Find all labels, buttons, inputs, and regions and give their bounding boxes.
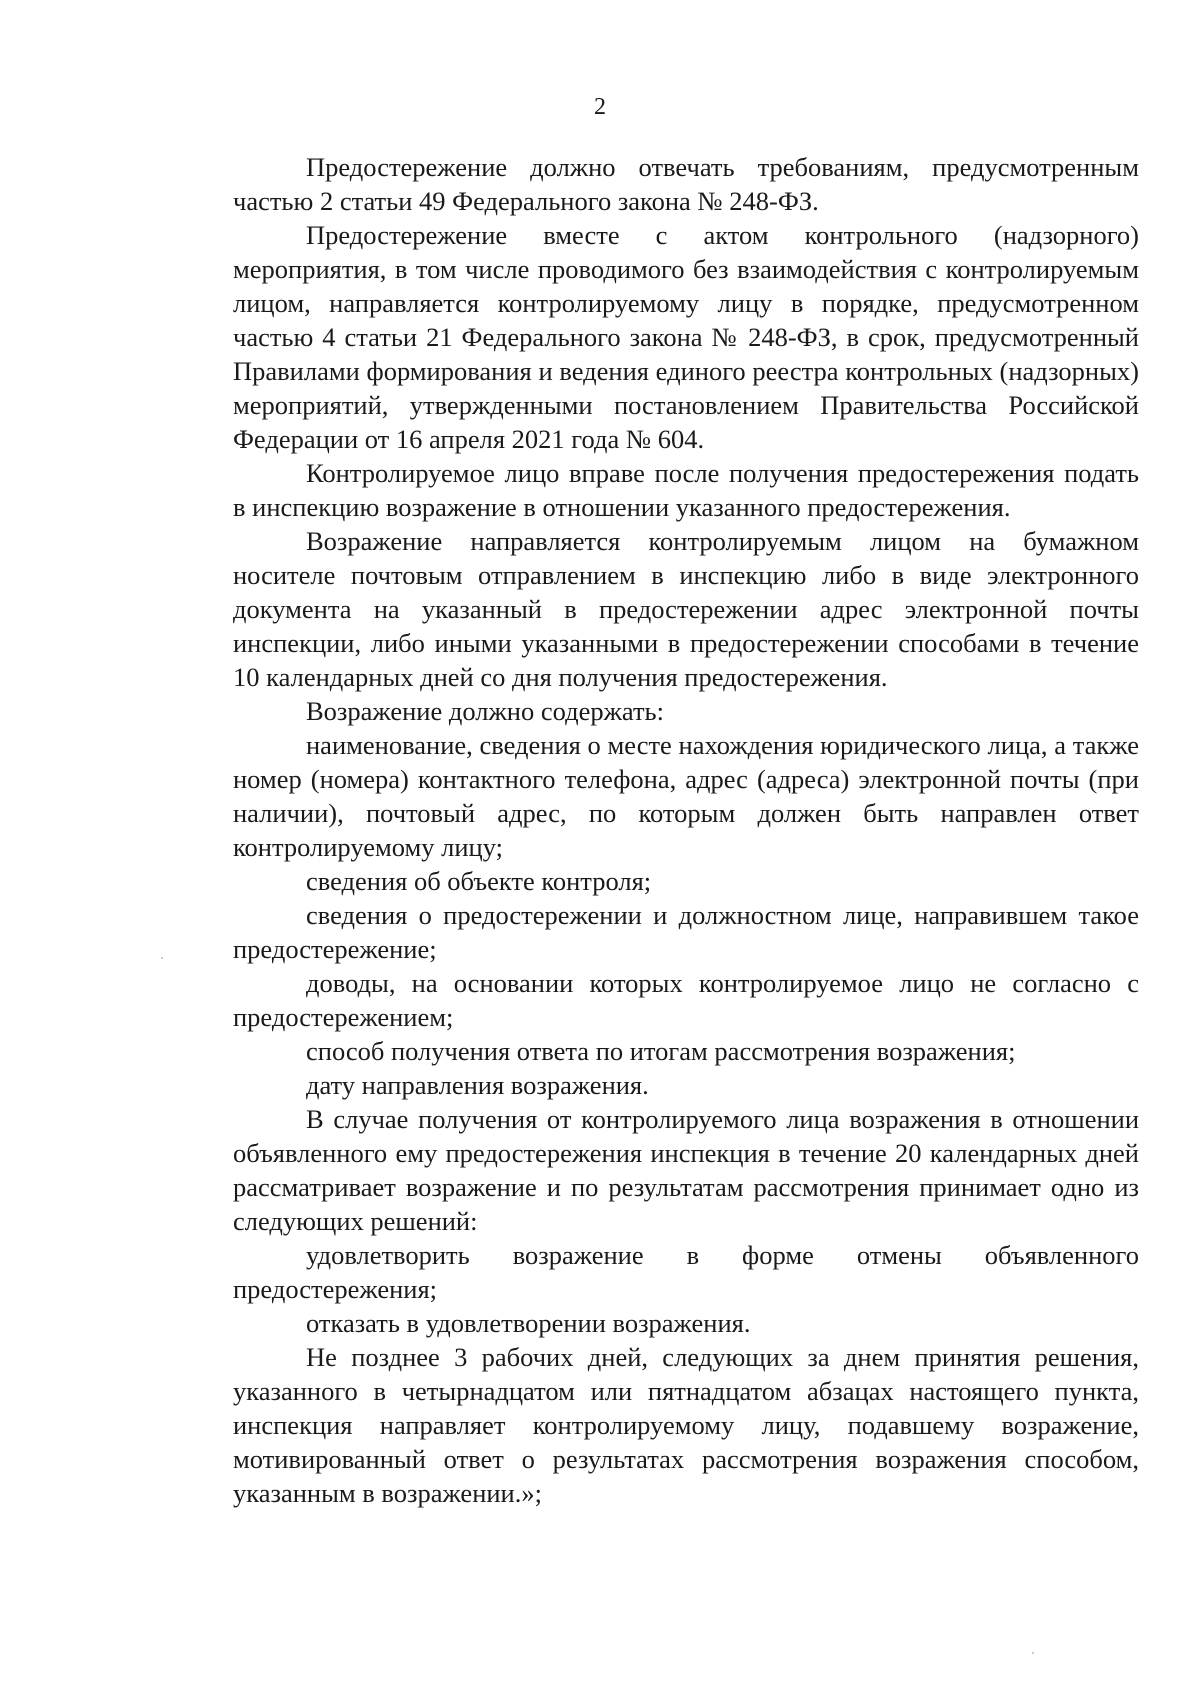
- list-item: отказать в удовлетворении возражения.: [306, 1308, 751, 1338]
- scan-speck: [1032, 1652, 1034, 1654]
- paragraph: Не позднее 3 рабочих дней, следующих за днем принятия решения, указанного в четырнадцатом или пятнадцатом абзацах настоящего пункта, инспекция направляет контролируемому лицу, подавшему возражение, мотивированный ответ о результатах рассмотрения возражения способом, указанным в возражении.»;: [233, 1342, 1139, 1508]
- document-body: [233, 150, 1139, 1510]
- scan-speck: [161, 957, 163, 959]
- list-item: способ получения ответа по итогам рассмотрения возражения;: [306, 1036, 1016, 1066]
- list-item: доводы, на основании которых контролируемое лицо не согласно с предостережением;: [233, 968, 1139, 1032]
- list-item: дату направления возражения.: [306, 1070, 649, 1100]
- paragraph: В случае получения от контролируемого лица возражения в отношении объявленного ему предостережения инспекция в течение 20 календарных дней рассматривает возражение и по результатам рассмотрения принимает одно из следующих решений:: [233, 1104, 1139, 1236]
- paragraph: Возражение направляется контролируемым лицом на бумажном носителе почтовым отправлением в инспекцию либо в виде электронного документа на указанный в предостережении адрес электронной почты инспекции, либо иными указанными в предостережении способами в течение 10 календарных дней со дня получения предостережения.: [233, 526, 1139, 692]
- paragraph: Возражение должно содержать:: [306, 696, 665, 726]
- paragraph: Предостережение вместе с актом контрольного (надзорного) мероприятия, в том числе проводимого без взаимодействия с контролируемым лицом, направляется контролируемому лицу в порядке, предусмотренном частью 4 статьи 21 Федерального закона № 248-ФЗ, в срок, предусмотренный Правилами формирования и ведения единого реестра контрольных (надзорных) мероприятий, утвержденными постановлением Правительства Российской Федерации от 16 апреля 2021 года № 604.: [233, 220, 1139, 454]
- paragraph: Предостережение должно отвечать требованиям, предусмотренным частью 2 статьи 49 Федерального закона № 248-ФЗ.: [233, 152, 1139, 216]
- page-number: 2: [594, 94, 606, 120]
- list-item: сведения об объекте контроля;: [306, 866, 652, 896]
- list-item: сведения о предостережении и должностном лице, направившем такое предостережение;: [233, 900, 1139, 964]
- list-item: удовлетворить возражение в форме отмены объявленного предостережения;: [233, 1240, 1139, 1304]
- paragraph: Контролируемое лицо вправе после получения предостережения подать в инспекцию возражение в отношении указанного предостережения.: [233, 458, 1139, 522]
- list-item: наименование, сведения о месте нахождения юридического лица, а также номер (номера) контактного телефона, адрес (адреса) электронной почты (при наличии), почтовый адрес, по которым должен быть направлен ответ контролируемому лицу;: [233, 730, 1139, 862]
